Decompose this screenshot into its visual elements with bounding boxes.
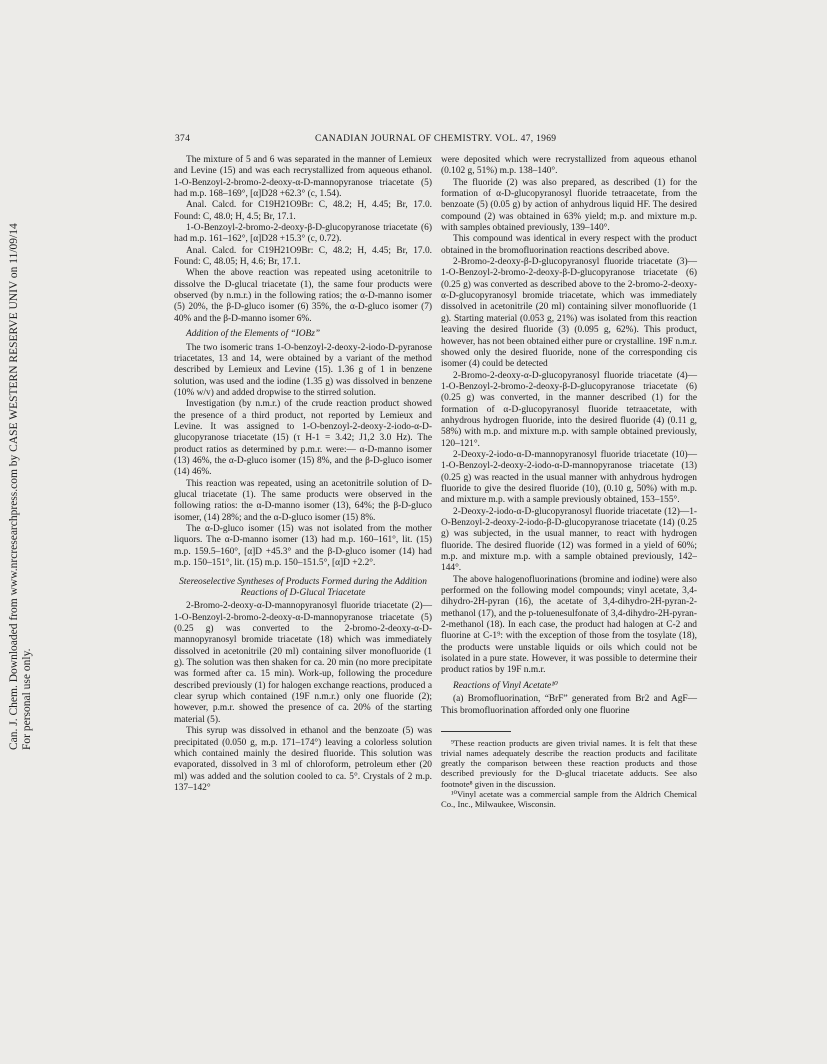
paragraph: This compound was identical in every respect with the product obtained in the bromofluorination reactions described above. — [441, 234, 697, 256]
paragraph: The mixture of 5 and 6 was separated in the manner of Lemieux and Levine (15) and was each recrystallized from aqueous ethanol. 1-O-Benzoyl-2-bromo-2-deoxy-α-D-mannopyranose triacetate (5) had m.p. 168–169°, [α]D28 +62.3° (c, 1.54). — [174, 155, 432, 200]
paragraph: The α-D-gluco isomer (15) was not isolated from the mother liquors. The α-D-manno isomer (13) had m.p. 160–161°, lit. (15) m.p. 159.5–160°, [α]D +45.3° and the β-D-gluco isomer (14) had m.p. 150–151°, lit. (15) m.p. 150–151.5°, [α]D +2.2°. — [174, 524, 432, 569]
section-heading: Stereoselective Syntheses of Products Formed during the Addition Reactions of D-Glucal Triacetate — [179, 577, 427, 599]
paragraph: 2-Deoxy-2-iodo-α-D-mannopyranosyl fluoride triacetate (10)—1-O-Benzoyl-2-deoxy-2-iodo-α-D-mannopyranose triacetate (13) (0.25 g) was reacted in the usual manner with anhydrous hydrogen fluoride to give the desired fluoride (10), (0.10 g, 50%) with m.p. and mixture m.p. with a sample previously obtained, 153–155°. — [441, 449, 697, 506]
section-heading: Reactions of Vinyl Acetate¹⁰ — [453, 680, 558, 691]
paragraph: 1-O-Benzoyl-2-bromo-2-deoxy-β-D-glucopyranose triacetate (6) had m.p. 161–162°, [α]D28 +15.3° (c, 0.72). — [174, 223, 432, 245]
journal-running-title: CANADIAN JOURNAL OF CHEMISTRY. VOL. 47, 1969 — [315, 134, 557, 144]
watermark-line-2: For personal use only. — [21, 648, 33, 750]
watermark-line-1: Can. J. Chem. Downloaded from www.nrcresearchpress.com by CASE WESTERN RESERVE UNIV on 11/09/14 — [8, 223, 20, 750]
footnote: ⁹These reaction products are given trivial names. It is felt that these trivial names adequately describe the reaction products and facilitate greatly the comparison between these reaction products and those described previously for the D-glucal triacetate adducts. See also footnote⁸ given in the discussion. — [441, 737, 697, 789]
paragraph: (a) Bromofluorination, “BrF” generated from Br2 and AgF—This bromofluorination afforded only one fluorine — [441, 694, 697, 716]
footnotes — [441, 738, 697, 809]
paragraph: When the above reaction was repeated using acetonitrile to dissolve the D-glucal triacetate (1), the same four products were observed (by n.m.r.) in the following ratios; the α-D-manno isomer (5) 20%, the β-D-gluco isomer (6) 35%, the α-D-gluco isomer (7) 40% and the β-D-manno isomer 6%. — [174, 268, 432, 324]
paragraph: The above halogenofluorinations (bromine and iodine) were also performed on the following model compounds; vinyl acetate, 3,4-dihydro-2H-pyran (16), the acetate of 3,4-dihydro-2H-pyran-2-methanol (17), and the p-toluenesulfonate of 3,4-dihydro-2H-pyran-2-methanol (18). In each case, the product had halogen at C-2 and fluorine at C-1⁹: with the exception of those from the tosylate (18), the products were unstable liquids or oils which could not be isolated in a pure state. However, it was possible to determine their product ratios by 19F n.m.r. — [441, 574, 697, 676]
section-heading: Addition of the Elements of “IOBz” — [186, 329, 321, 340]
paragraph: were deposited which were recrystallized from aqueous ethanol (0.102 g, 51%) m.p. 138–140°. — [441, 155, 697, 177]
paragraph: This syrup was dissolved in ethanol and the benzoate (5) was precipitated (0.050 g, m.p. 171–174°) leaving a colorless solution which contained mainly the desired fluoride. This solution was evaporated, dissolved in 3 ml of chloroform, petroleum ether (20 ml) was added and the solution cooled to ca. 5°. Crystals of 2 m.p. 137–142° — [174, 726, 432, 793]
paragraph: The two isomeric trans 1-O-benzoyl-2-deoxy-2-iodo-D-pyranose triacetates, 13 and 14, were obtained by a variant of the method described by Lemieux and Levine (15). 1.36 g of 1 in benzene solution, was used and the iodine (1.35 g) was dissolved in benzene (10% w/v) and added dropwise to the stirred solution. — [174, 342, 432, 398]
page-number: 374 — [175, 134, 191, 144]
paragraph: 2-Deoxy-2-iodo-α-D-glucopyranosyl fluoride triacetate (12)—1-O-Benzoyl-2-deoxy-2-iodo-β-D-glucopyranose triacetate (14) (0.25 g) was subjected, in the usual manner, to react with hydrogen fluoride. The desired fluoride (12) was formed in a yield of 60%; m.p. and mixture m.p. with a sample obtained previously, 142–144°. — [441, 506, 697, 574]
paragraph: The fluoride (2) was also prepared, as described (1) for the formation of α-D-glucopyranosyl fluoride tetraacetate, from the benzoate (5) (0.05 g) by action of anhydrous liquid HF. The desired compound (2) was obtained in 63% yield; m.p. and mixture m.p. with samples obtained previously, 139–140°. — [441, 177, 697, 234]
paragraph: 2-Bromo-2-deoxy-α-D-mannopyranosyl fluoride triacetate (2)—1-O-Benzoyl-2-bromo-2-deoxy-α-D-mannopyranose triacetate (5) (0.25 g) was converted to the 2-bromo-2-deoxy-α-D-mannopyranosyl bromide triacetate (18) which was immediately dissolved in acetonitrile (20 ml) containing silver monofluoride (1 g). The solution was then shaken for ca. 20 min (no more precipitate was formed after ca. 15 min). Work-up, following the procedure described previously (1) for halogen exchange reactions, produced a clear syrup which contained (19F n.m.r.) only one fluoride (2); however, p.m.r. showed the presence of ca. 20% of the starting material (5). — [174, 601, 432, 725]
paragraph: 2-Bromo-2-deoxy-α-D-glucopyranosyl fluoride triacetate (4)—1-O-Benzoyl-2-bromo-2-deoxy-β-D-glucopyranose triacetate (6) (0.25 g) was converted, in the manner described (1) for the formation of α-D-glucopyranosyl fluoride tetraacetate, with anhydrous hydrogen fluoride, into the desired fluoride (4) (0.11 g, 58%) with m.p. and mixture m.p. with sample obtained previously, 120–121°. — [441, 370, 697, 449]
paragraph: Investigation (by n.m.r.) of the crude reaction product showed the presence of a third product, not reported by Lemieux and Levine. It was assigned to 1-O-benzoyl-2-deoxy-2-iodo-α-D-glucopyranose triacetate (15) (τ H-1 = 3.42; J1,2 3.0 Hz). The product ratios as determined by p.m.r. were:— α-D-manno isomer (13) 46%, the α-D-gluco isomer (15) 8%, and the β-D-gluco isomer (14) 46%. — [174, 399, 432, 478]
paragraph: This reaction was repeated, using an acetonitrile solution of D-glucal triacetate (1). The same products were observed in the following ratios: the α-D-manno isomer (13), 64%; the β-D-gluco isomer, (14) 28%; and the α-D-gluco isomer (15) 8%. — [174, 478, 432, 523]
download-watermark — [6, 150, 36, 750]
running-header — [175, 134, 696, 148]
footnote: ¹⁰Vinyl acetate was a commercial sample from the Aldrich Chemical Co., Inc., Milwaukee, Wisconsin. — [441, 788, 697, 810]
left-column — [174, 155, 432, 794]
paragraph: 2-Bromo-2-deoxy-β-D-glucopyranosyl fluoride triacetate (3)—1-O-Benzoyl-2-bromo-2-deoxy-β-D-glucopyranose triacetate (6) (0.25 g) was converted as described above to the 2-bromo-2-deoxy-α-D-glucopyranosyl bromide triacetate, which was immediately dissolved in acetonitrile (20 ml) containing silver monofluoride (1 g). Starting material (0.053 g, 21%) was isolated from this reaction leaving the desired fluoride (3) (0.095 g, 62%). This product, however, has not been obtained either pure or crystalline. 19F n.m.r. showed only the desired fluoride, none of the corresponding cis isomer (4) could be detected — [441, 257, 697, 370]
paragraph: Anal. Calcd. for C19H21O9Br: C, 48.2; H, 4.45; Br, 17.0. Found: C, 48.05; H, 4.6; Br, 17.1. — [174, 245, 432, 268]
paragraph: Anal. Calcd. for C19H21O9Br: C, 48.2; H, 4.45; Br, 17.0. Found: C, 48.0; H, 4.5; Br, 17.1. — [174, 200, 432, 222]
footnote-rule — [441, 731, 511, 732]
right-column — [441, 155, 697, 809]
